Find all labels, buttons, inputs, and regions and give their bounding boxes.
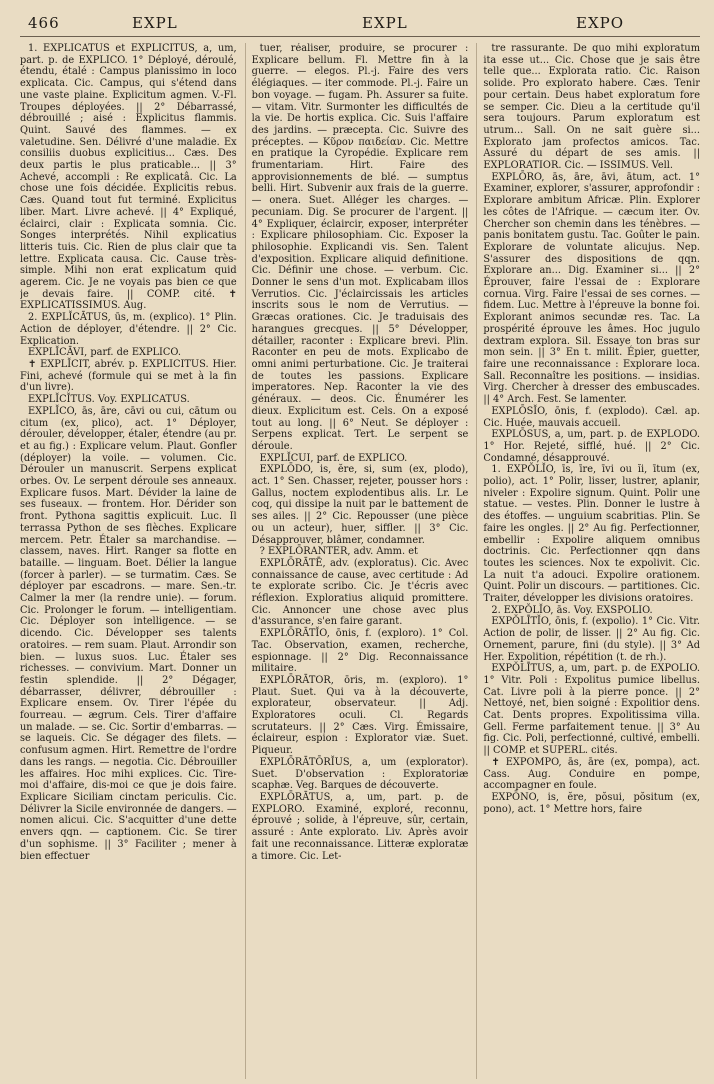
dictionary-entry: tuer, réaliser, produire, se procurer : Explicare bellum. Fl. Mettre fin à la guerre. — elegos. Pl.-j. Faire des vers élégiaques. — iter commode. Pl.-j. Faire un bon voyage. — fugam. Ph. Assurer sa fuite. — vitam. Vitr. Surmonter les difficultés de la vie. De hortis explica. Cic. Suis l'affaire des jardins. — præcepta. Cic. Suivre des préceptes. — Κῦρον παιδείαν. Cic. Mettre en pratique la Cyropédie. Explicare rem frumentariam. Hirt. Faire des approvisionnements de blé. — sumptus belli. Hirt. Subvenir aux frais de la guerre. — onera. Suet. Alléger les charges. — pecuniam. Dig. Se procurer de l'argent. || 4° Expliquer, éclaircir, exposer, interpréter : Explicare philosophiam. Cic. Exposer la philosophie. Explicandi vis. Sen. Talent d'exposition. Explicare aliquid definitione. Cic. Définir une chose. — verbum. Cic. Donner le sens d'un mot. Explicabam illos Verrutios. Cic. J'éclaircissais les articles inscrits sous le nom de Verrutius. — Græcas orationes. Cic. Je traduisais des harangues grecques. || 5° Développer, détailler, raconter : Explicare brevi. Plin. Raconter en peu de mots. Explicabo de omni animi perturbatione. Cic. Je traiterai de toutes les passions. Explicare imperatores. Nep. Raconter la vie des généraux. — deos. Cic. Énumérer les dieux. Explicitum est. Cels. On a exposé tout au long. || 6° Neut. Se déployer : Serpens explicat. Tert. Le serpent se déroule. (251, 43, 469, 452)
dictionary-entry: ✝ EXPLĬCIT, abrév. p. EXPLICITUS. Hier. Fini, achevé (formule qui se met à la fin d'un livre). (20, 358, 237, 394)
dictionary-entry: EXPLŌRĀTOR, ōris, m. (exploro). 1° Plaut. Suet. Qui va à la découverte, explorateur, observateur. || Adj. Exploratores oculi. Cl. Regards scrutateurs. || 2° Cæs. Virg. Émissaire, éclaireur, espion : Explorator viæ. Suet. Piqueur. (251, 674, 469, 757)
dictionary-entry: tre rassurante. De quo mihi exploratum ita esse ut... Cic. Chose que je sais être telle que... Explorata ratio. Cic. Raison solide. Pro explorato habere. Cæs. Tenir pour certain. Deus habet exploratum fore se semper. Cic. Dieu a la certitude qu'il sera toujours. Parum exploratum est utrum... Sall. On ne sait guère si... Explorato jam profectos amicos. Tac. Assuré du départ de ses amis. || EXPLORATIOR. Cic. — ISSIMUS. Vell. (483, 43, 700, 172)
header-middle-guide-word: EXPL (362, 14, 408, 32)
text-columns (20, 43, 700, 1079)
dictionary-entry: ? EXPLŌRANTER, adv. Amm. et (259, 546, 418, 558)
dictionary-entry: EXPŎLĪTUS, a, um, part. p. de EXPOLIO. 1° Vitr. Poli : Expolitus pumice libellus. Cat. Livre poli à la pierre ponce. || 2° Nettoyé, net, bien soigné : Expolitior dens. Cat. Dents propres. Expolitissima villa. Gell. Ferme parfaitement tenue. || 3° Au fig. Cic. Poli, perfectionné, cultivé, embelli. || COMP. et SUPERL. cités. (483, 663, 700, 757)
dictionary-entry: EXPLŌRĀTŌRĬUS, a, um (explorator). Suet. D'observation : Exploratoriæ scaphæ. Veg. Barques de découverte. (251, 756, 469, 792)
dictionary-entry: EXPLĬCĀVI, parf. de EXPLICO. (28, 347, 181, 359)
column-left (20, 43, 237, 1079)
dictionary-entry: EXPŌNO, is, ĕre, pŏsui, pŏsitum (ex, pono), act. 1° Mettre hors, faire (483, 792, 700, 815)
column-middle (245, 43, 469, 1079)
dictionary-entry: EXPLŌDO, is, ĕre, si, sum (ex, plodo), act. 1° Sen. Chasser, rejeter, pousser hors : Gallus, noctem explodentibus alis. Lr. Le coq, qui dissipe la nuit par le battement de ses ailes. || 2° Cic. Repousser (une pièce ou un acteur), huer, siffler. || 3° Cic. Désapprouver, blâmer, condamner. (251, 464, 469, 546)
dictionary-entry: EXPŎLĪTĬO, ōnis, f. (expolio). 1° Cic. Vitr. Action de polir, de lisser. || 2° Au fig. Cic. Ornement, parure, fini (du style). || 3° Ad Her. Expolition, répétition (t. de rh.). (483, 616, 700, 663)
dictionary-entry: 1. EXPŎLĬO, īs, īre, īvi ou ĭi, ītum (ex, polio), act. 1° Polir, lisser, lustrer, aplanir, niveler : Expolire signum. Quint. Polir une statue. — vestes. Plin. Donner le lustre à des étoffes. — unguium scabritias. Plin. Se faire les ongles. || 2° Au fig. Perfectionner, embellir : Expolire aliquem omnibus doctrinis. Cic. Perfectionner qqn dans toutes les sciences. Nox te expolivit. Cic. La nuit t'a adouci. Expolire orationem. Quint. Polir un discours. — partitiones. Cic. Traiter, développer les divisions oratoires. (483, 464, 700, 605)
dictionary-entry: 2. EXPLĬCĀTUS, ūs, m. (explico). 1° Plin. Action de déployer, d'étendre. || 2° Cic. Explication. (20, 312, 237, 347)
column-right (476, 43, 700, 1079)
dictionary-entry: EXPLĬCĬTUS. Voy. EXPLICATUS. (28, 394, 190, 406)
dictionary-entry: EXPLĬCUI, parf. de EXPLICO. (259, 452, 408, 464)
dictionary-entry: ✝ EXPOMPO, ās, āre (ex, pompa), act. Cass. Aug. Conduire en pompe, accompagner en foule. (483, 756, 700, 792)
header-left-guide-word: EXPL (132, 14, 178, 32)
dictionary-entry: 2. EXPŎLĬO, ās. Voy. EXSPOLIO. (491, 604, 653, 616)
running-header (20, 10, 700, 37)
dictionary-entry: 1. EXPLĬCĀTUS et EXPLĬCĬTUS, a, um, part. p. de EXPLICO. 1° Déployé, déroulé, étendu, étalé : Campus planissimo in loco explicata. Cic. Campus, qui s'étend dans une vaste plaine. Explicitum agmen. V.-Fl. Troupes déployées. || 2° Débarrassé, débrouillé ; aisé : Explicitus flammis. Quint. Sauvé des flammes. — ex valetudine. Sen. Délivré d'une maladie. Ex consiliis duobus explicitius... Cæs. Des deux partis le plus praticable... || 3° Achevé, accompli : Re explicatâ. Cic. La chose une fois décidée. Explicitis rebus. Cæs. Quand tout fut terminé. Explicitus liber. Mart. Livre achevé. || 4° Expliqué, éclairci, clair : Explicata somnia. Cic. Songes interprétés. Nihil explicatius litteris tuis. Cic. Rien de plus clair que ta lettre. Explicata causa. Cic. Cause très-simple. Mihi non erat explicatum quid agerem. Cic. Je ne voyais pas bien ce que je devais faire. || COMP. cité. ✝ EXPLICATISSIMUS. Aug. (20, 43, 237, 312)
header-right-guide-word: EXPO (576, 14, 625, 32)
dictionary-entry: EXPLŌRĀTUS, a, um, part. p. de EXPLORO. Examiné, exploré, reconnu, éprouvé ; solide, à l'épreuve, sûr, certain, assuré : Ante explorato. Liv. Après avoir fait une reconnaissance. Litteræ exploratæ a timore. Cic. Let- (251, 792, 469, 862)
page-number: 466 (28, 14, 60, 32)
dictionary-entry: EXPLĬCO, ās, āre, cāvi ou cui, cātum ou citum (ex, plico), act. 1° Déployer, dérouler, développer, étaler, étendre (au pr. et au fig.) : Explicare velum. Plaut. Gonfler (déployer) la voile. — volumen. Cic. Dérouler un manuscrit. Serpens explicat orbes. Ov. Le serpent déroule ses anneaux. Explicare fusos. Mart. Dévider la laine de ses fuseaux. — frontem. Hor. Dérider son front. Pythona sagittis explicuit. Luc. Il terrassa Python de ses flèches. Explicare mercem. Petr. Étaler sa marchandise. — classem, naves. Hirt. Ranger sa flotte en bataille. — linguam. Boet. Délier la langue (forcer à parler). — se turmatim. Cæs. Se déployer par escadrons. — mare. Sen.-tr. Calmer la mer (la rendre unie). — forum. Cic. Prolonger le forum. — intelligentiam. Cic. Déployer son intelligence. — se dicendo. Cic. Développer ses talents oratoires. — rem suam. Plaut. Arrondir son bien. — luxus suos. Luc. Étaler ses richesses. — convivium. Mart. Donner un festin splendide. || 2° Dégager, débarrasser, délivrer, débrouiller : Explicare ensem. Ov. Tirer l'épée du fourreau. — ægrum. Cels. Tirer d'affaire un malade. — se. Cic. Sortir d'embarras. — se laqueis. Cic. Se dégager des filets. — confusum agmen. Hirt. Remettre de l'ordre dans les rangs. — negotia. Cic. Débrouiller les affaires. Hoc mihi explices. Cic. Tire-moi d'affaire, dis-moi ce que je dois faire. Explicare Siciliam cinctam periculis. Cic. Délivrer la Sicile environnée de dangers. — nomen alicui. Cic. S'acquitter d'une dette envers qqn. — captionem. Cic. Se tirer d'un sophisme. || 3° Faciliter ; mener à bien effectuer (20, 405, 237, 862)
dictionary-entry: EXPLŌSUS, a, um, part. p. de EXPLODO. 1° Hor. Rejeté, sifflé, hué. || 2° Cic. Condamné, désapprouvé. (483, 429, 700, 464)
dictionary-entry: EXPLŌRO, ās, āre, āvi, ātum, act. 1° Examiner, explorer, s'assurer, approfondir : Explorare ambitum Africæ. Plin. Explorer les côtes de l'Afrique. — cæcum iter. Ov. Chercher son chemin dans les ténèbres. — panis bonitatem gustu. Tac. Goûter le pain. Explorare de voluntate alicujus. Nep. S'assurer des dispositions de qqn. Explorare an... Dig. Examiner si... || 2° Éprouver, faire l'essai de : Explorare cornua. Virg. Faire l'essai de ses cornes. — fidem. Luc. Mettre à l'épreuve la bonne foi. Explorant animos secundæ res. Tac. La prospérité éprouve les âmes. Hoc jugulo dextram explora. Sil. Essaye ton bras sur mon sein. || 3° En t. milit. Épier, guetter, faire une reconnaissance : Explorare loca. Sall. Reconnaître les positions. — insidias. Virg. Chercher à dresser des embuscades. || 4° Arch. Fest. Se lamenter. (483, 171, 700, 406)
dictionary-entry: EXPLŌRĀTĬO, ōnis, f. (exploro). 1° Col. Tac. Observation, examen, recherche, espionnage. || 2° Dig. Reconnaissance militaire. (251, 628, 469, 675)
dictionary-entry: EXPLŌSĬO, ōnis, f. (explodo). Cæl. ap. Cic. Huée, mauvais accueil. (483, 405, 700, 429)
dictionary-entry: EXPLŌRĀTĒ, adv. (exploratus). Cic. Avec connaissance de cause, avec certitude : Ad te explorate scribo. Cic. Je t'écris avec réflexion. Exploratius aliquid promittere. Cic. Annoncer une chose avec plus d'assurance, s'en faire garant. (251, 557, 469, 628)
